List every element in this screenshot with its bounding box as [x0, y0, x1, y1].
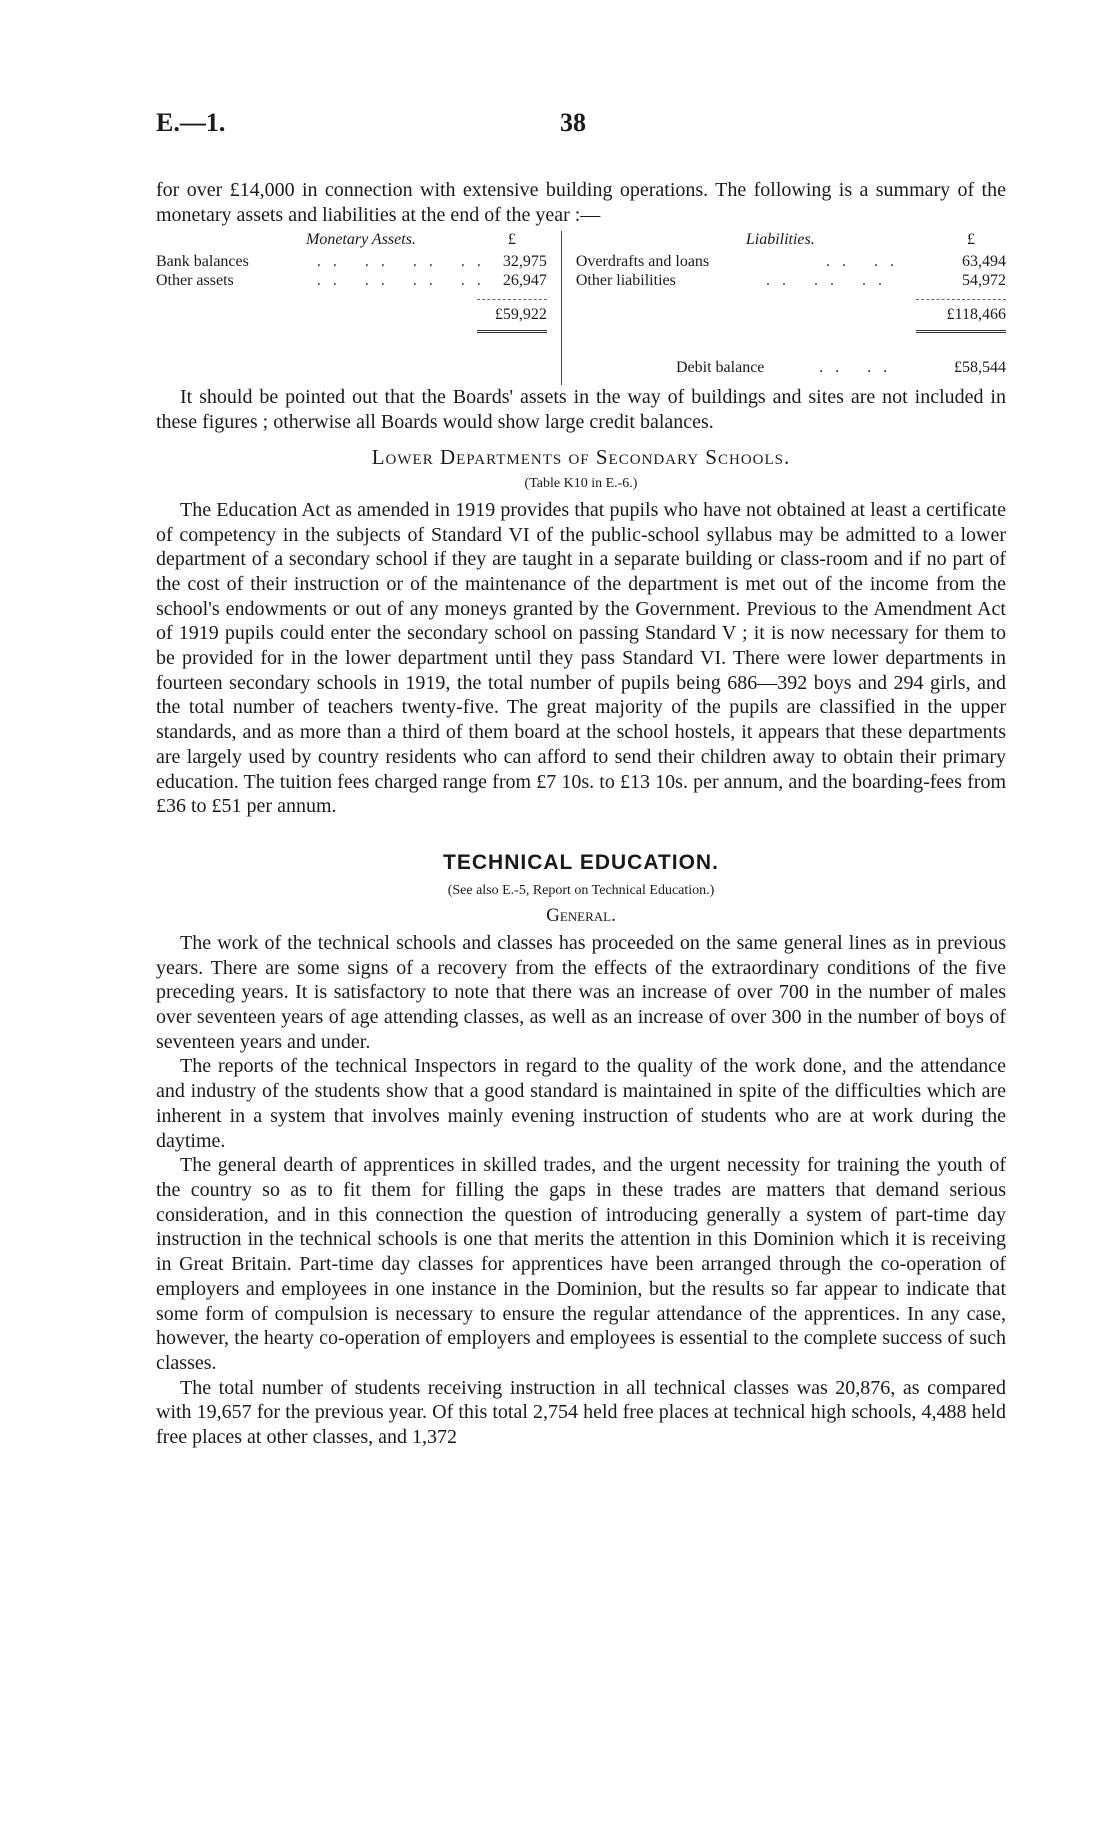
- liabilities-column: [562, 231, 1006, 385]
- assets-heading: Monetary Assets.: [306, 231, 416, 249]
- technical-paragraph: The reports of the technical Inspectors in regard to the quality of the work done, and the attendance and industry of the students show that a good standard is maintained in spite of the difficulties which are inherent in a system that involves mainly evening instruction of students who are at work during the daytime.: [156, 1055, 1006, 1152]
- row-amount: 54,972: [962, 272, 1006, 290]
- subheading-general: General.: [546, 904, 616, 926]
- debit-dots: .. ..: [819, 359, 900, 377]
- row-amount: 32,975: [502, 253, 547, 271]
- row-label: Bank balances: [156, 253, 249, 271]
- double-rule: [477, 330, 547, 333]
- technical-paragraph: The work of the technical schools and classes has proceeded on the same general lines as in previous years. There are some signs of a recovery from the effects of the extraordinary conditions of the five preceding years. It is satisfactory to note that there was an increase of over 700 in the number of males over seventeen years of age attending classes, as well as an increase of over 300 in the number of boys of seventeen years and under.: [156, 931, 1006, 1053]
- lower-departments-paragraph: The Education Act as amended in 1919 provides that pupils who have not obtained at least a certificate of competency in the subjects of Standard VI of the public-school syllabus may be admitted to a lower department of a secondary school if they are taught in a separate building or class-room and if no part of the cost of their instruction or of the maintenance of the department is met out of the income from the school's endowments or out of any moneys granted by the Government. Previous to the Amendment Act of 1919 pupils could enter the secondary school on passing Standard V ; it is now necessary for them to be provided for in the lower department until they pass Standard VI. There were lower departments in fourteen secondary schools in 1919, the total number of pupils being 686—392 boys and 294 girls, and the total number of teachers twenty-five. The great majority of the pupils are classified in the upper standards, and as more than a third of them board at the school hostels, it appears that these departments are largely used by country residents who can afford to send their children away to obtain their primary education. The tuition fees charged range from £7 10s. to £13 10s. per annum, and the boarding-fees from £36 to £51 per annum.: [156, 498, 1006, 818]
- document-page: [156, 108, 1006, 1450]
- section-heading-lower-departments: Lower Departments of Secondary Schools.: [371, 444, 791, 469]
- assets-liabilities-table: [156, 231, 1006, 385]
- see-also-reference: (See also E.-5, Report on Technical Education.): [447, 882, 715, 898]
- row-label: Overdrafts and loans: [575, 253, 710, 271]
- document-code: E.—1.: [156, 108, 226, 137]
- table-row: [156, 253, 547, 272]
- assets-column: [156, 231, 562, 385]
- row-dots: .. ..: [826, 253, 906, 271]
- debit-balance-row: [676, 359, 1006, 377]
- table-row: [576, 253, 1006, 272]
- table-row: [576, 272, 1006, 291]
- debit-label: Debit balance: [676, 359, 765, 377]
- row-dots: .. .. ..: [766, 272, 894, 290]
- row-dots: .. .. .. ..: [316, 272, 493, 290]
- assets-pound-sign: £: [507, 231, 516, 249]
- liabilities-total: £118,466: [916, 299, 1006, 324]
- table-row: [156, 272, 547, 291]
- row-dots: .. .. .. ..: [316, 253, 493, 271]
- technical-paragraph: The total number of students receiving instruction in all technical classes was 20,876, as compared with 19,657 for the previous year. Of this total 2,754 held free places at technical high schools, 4,488 held free places at other classes, and 1,372: [156, 1376, 1006, 1449]
- liabilities-pound-sign: £: [967, 231, 975, 249]
- row-label: Other liabilities: [575, 272, 676, 290]
- row-amount: 26,947: [502, 272, 547, 290]
- assets-total: £59,922: [477, 299, 547, 324]
- row-amount: 63,494: [962, 253, 1006, 271]
- page-number: 38: [560, 108, 586, 137]
- table-reference: (Table K10 in E.-6.): [524, 475, 638, 491]
- section-heading-technical-education: TECHNICAL EDUCATION.: [443, 850, 719, 874]
- debit-amount: £58,544: [954, 359, 1006, 377]
- page-header: [156, 108, 586, 138]
- intro-paragraph: for over £14,000 in connection with extensive building operations. The following is a summary of the monetary assets and liabilities at the end of the year :—: [156, 179, 1006, 226]
- row-label: Other assets: [156, 272, 234, 290]
- double-rule: [916, 330, 1006, 333]
- liabilities-heading: Liabilities.: [745, 231, 815, 249]
- technical-paragraph: The general dearth of apprentices in skilled trades, and the urgent necessity for training the youth of the country so as to fit them for filling the gaps in these trades are matters that demand serious consideration, and in this connection the question of introducing generally a system of part-time day instruction in the technical schools is one that merits the attention in this Dominion which it is receiving in Great Britain. Part-time day classes for apprentices have been arranged through the co-operation of employers and employees in one instance in the Dominion, but the results so far appear to indicate that some form of compulsion is necessary to ensure the regular attendance of the apprentices. In any case, however, the hearty co-operation of employers and employees is essential to the complete success of such classes.: [156, 1154, 1006, 1374]
- assets-note-paragraph: It should be pointed out that the Boards' assets in the way of buildings and sites are not included in these figures ; otherwise all Boards would show large credit balances.: [156, 386, 1006, 434]
